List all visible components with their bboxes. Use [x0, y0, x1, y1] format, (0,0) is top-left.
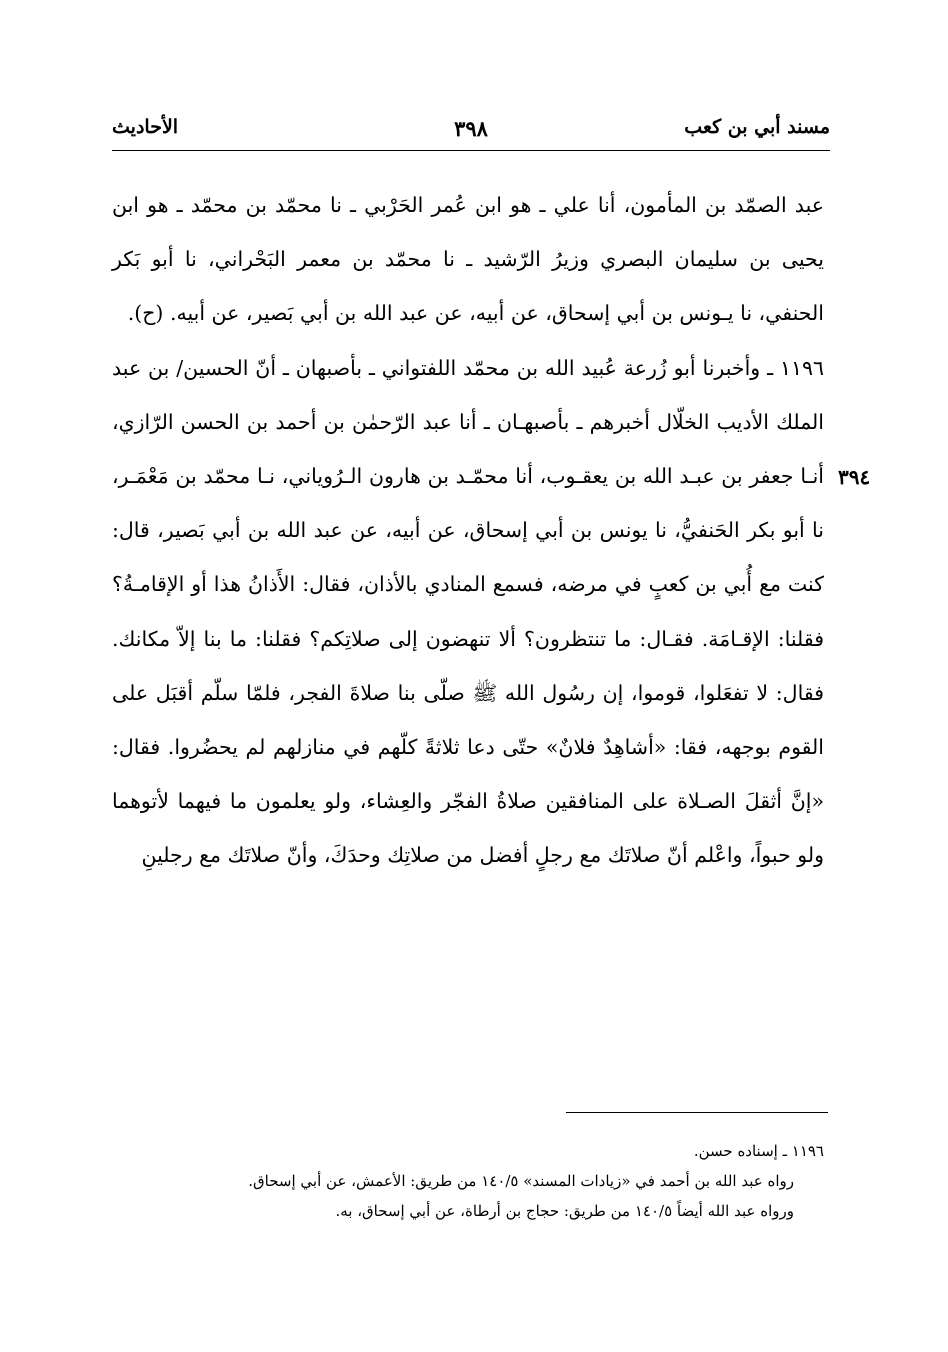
- section-title: الأحاديث: [112, 116, 179, 138]
- main-text: [112, 178, 824, 883]
- hadith-paragraph: ١١٩٦ ـ وأخبرنا أبو زُرعة عُبيد الله بن محمّد اللفتواني ـ بأصبهان ـ أنّ الحسين/ بن عبد الملك الأديب الخلّال أخبرهم ـ بأصبهـان ـ أنا عبد الرّحمٰن بن أحمد بن الحسن الرّازي، أنـا جعفر بن عبـد الله بن يعقـوب، أنا محمّـد بن هارون الـرُوياني، نـا محمّد بن مَعْمَـر، نا أبو بكر الحَنفيُّ، نا يونس بن أبي إسحاق، عن أبيه، عن عبد الله بن أبي بَصير، قال: كنت مع أُبي بن كعبٍ في مرضه، فسمع المنادي بالأذان، فقال: الأَذانُ هذا أو الإقامـةُ؟ فقلنا: الإقـامَة. فقـال: ما تنتظرون؟ ألا تنهضون إلى صلاتِكم؟ فقلنا: ما بنا إلاّ مكانك. فقال: لا تفعَلوا، قوموا، إن رسُول الله ﷺ صلّى بنا صلاةَ الفجر، فلمّا سلّم أقبَل على القوم بوجهه، فقا: «أشاهِدٌ فلانٌ» حتّى دعا ثلاثةً كلّهم في منازلهم لم يحضُروا. فقال: «إنَّ أثقلَ الصـلاة على المنافقين صلاةُ الفجّر والعِشاء، ولو يعلمون ما فيهما لأتوهما ولو حبواً، واعْلم أنّ صلاتَك مع رجلٍ أفضل من صلاتِك وحدَكَ، وأنّ صلاتَك مع رجلينِ: [112, 355, 824, 868]
- footnote-rule: [566, 1112, 828, 1113]
- header-rule: [112, 150, 830, 151]
- footnote-line: ورواه عبد الله أيضاً ١٤٠/٥ من طريق: حجاج بن أرطاة، عن أبي إسحاق، به.: [335, 1202, 794, 1220]
- running-header: [112, 112, 830, 148]
- footnote-line: رواه عبد الله بن أحمد في «زيادات المسند» ١٤٠/٥ من طريق: الأعمش، عن أبي إسحاق.: [248, 1172, 794, 1190]
- page-number: ٣٩٨: [454, 116, 488, 141]
- footnote-heading: ١١٩٦ ـ إسناده حسن.: [693, 1142, 824, 1160]
- text-paragraph: عبد الصمّد بن المأمون، أنا علي ـ هو ابن عُمر الحَرْبي ـ نا محمّد بن محمّد ـ هو ابن يحيى بن سليمان البصري وزيرُ الرّشيد ـ نا محمّد بن معمر البَحْراني، نا أبو بَكر الحنفي، نا يـونس بن أبي إسحاق، عن أبيه، عن عبد الله بن أبي بَصير، عن أبيه. (ح).: [112, 193, 824, 326]
- book-title: مسند أبي بن كعب: [684, 116, 830, 138]
- margin-page-reference: ٣٩٤: [838, 465, 871, 489]
- footnotes: [112, 1136, 824, 1226]
